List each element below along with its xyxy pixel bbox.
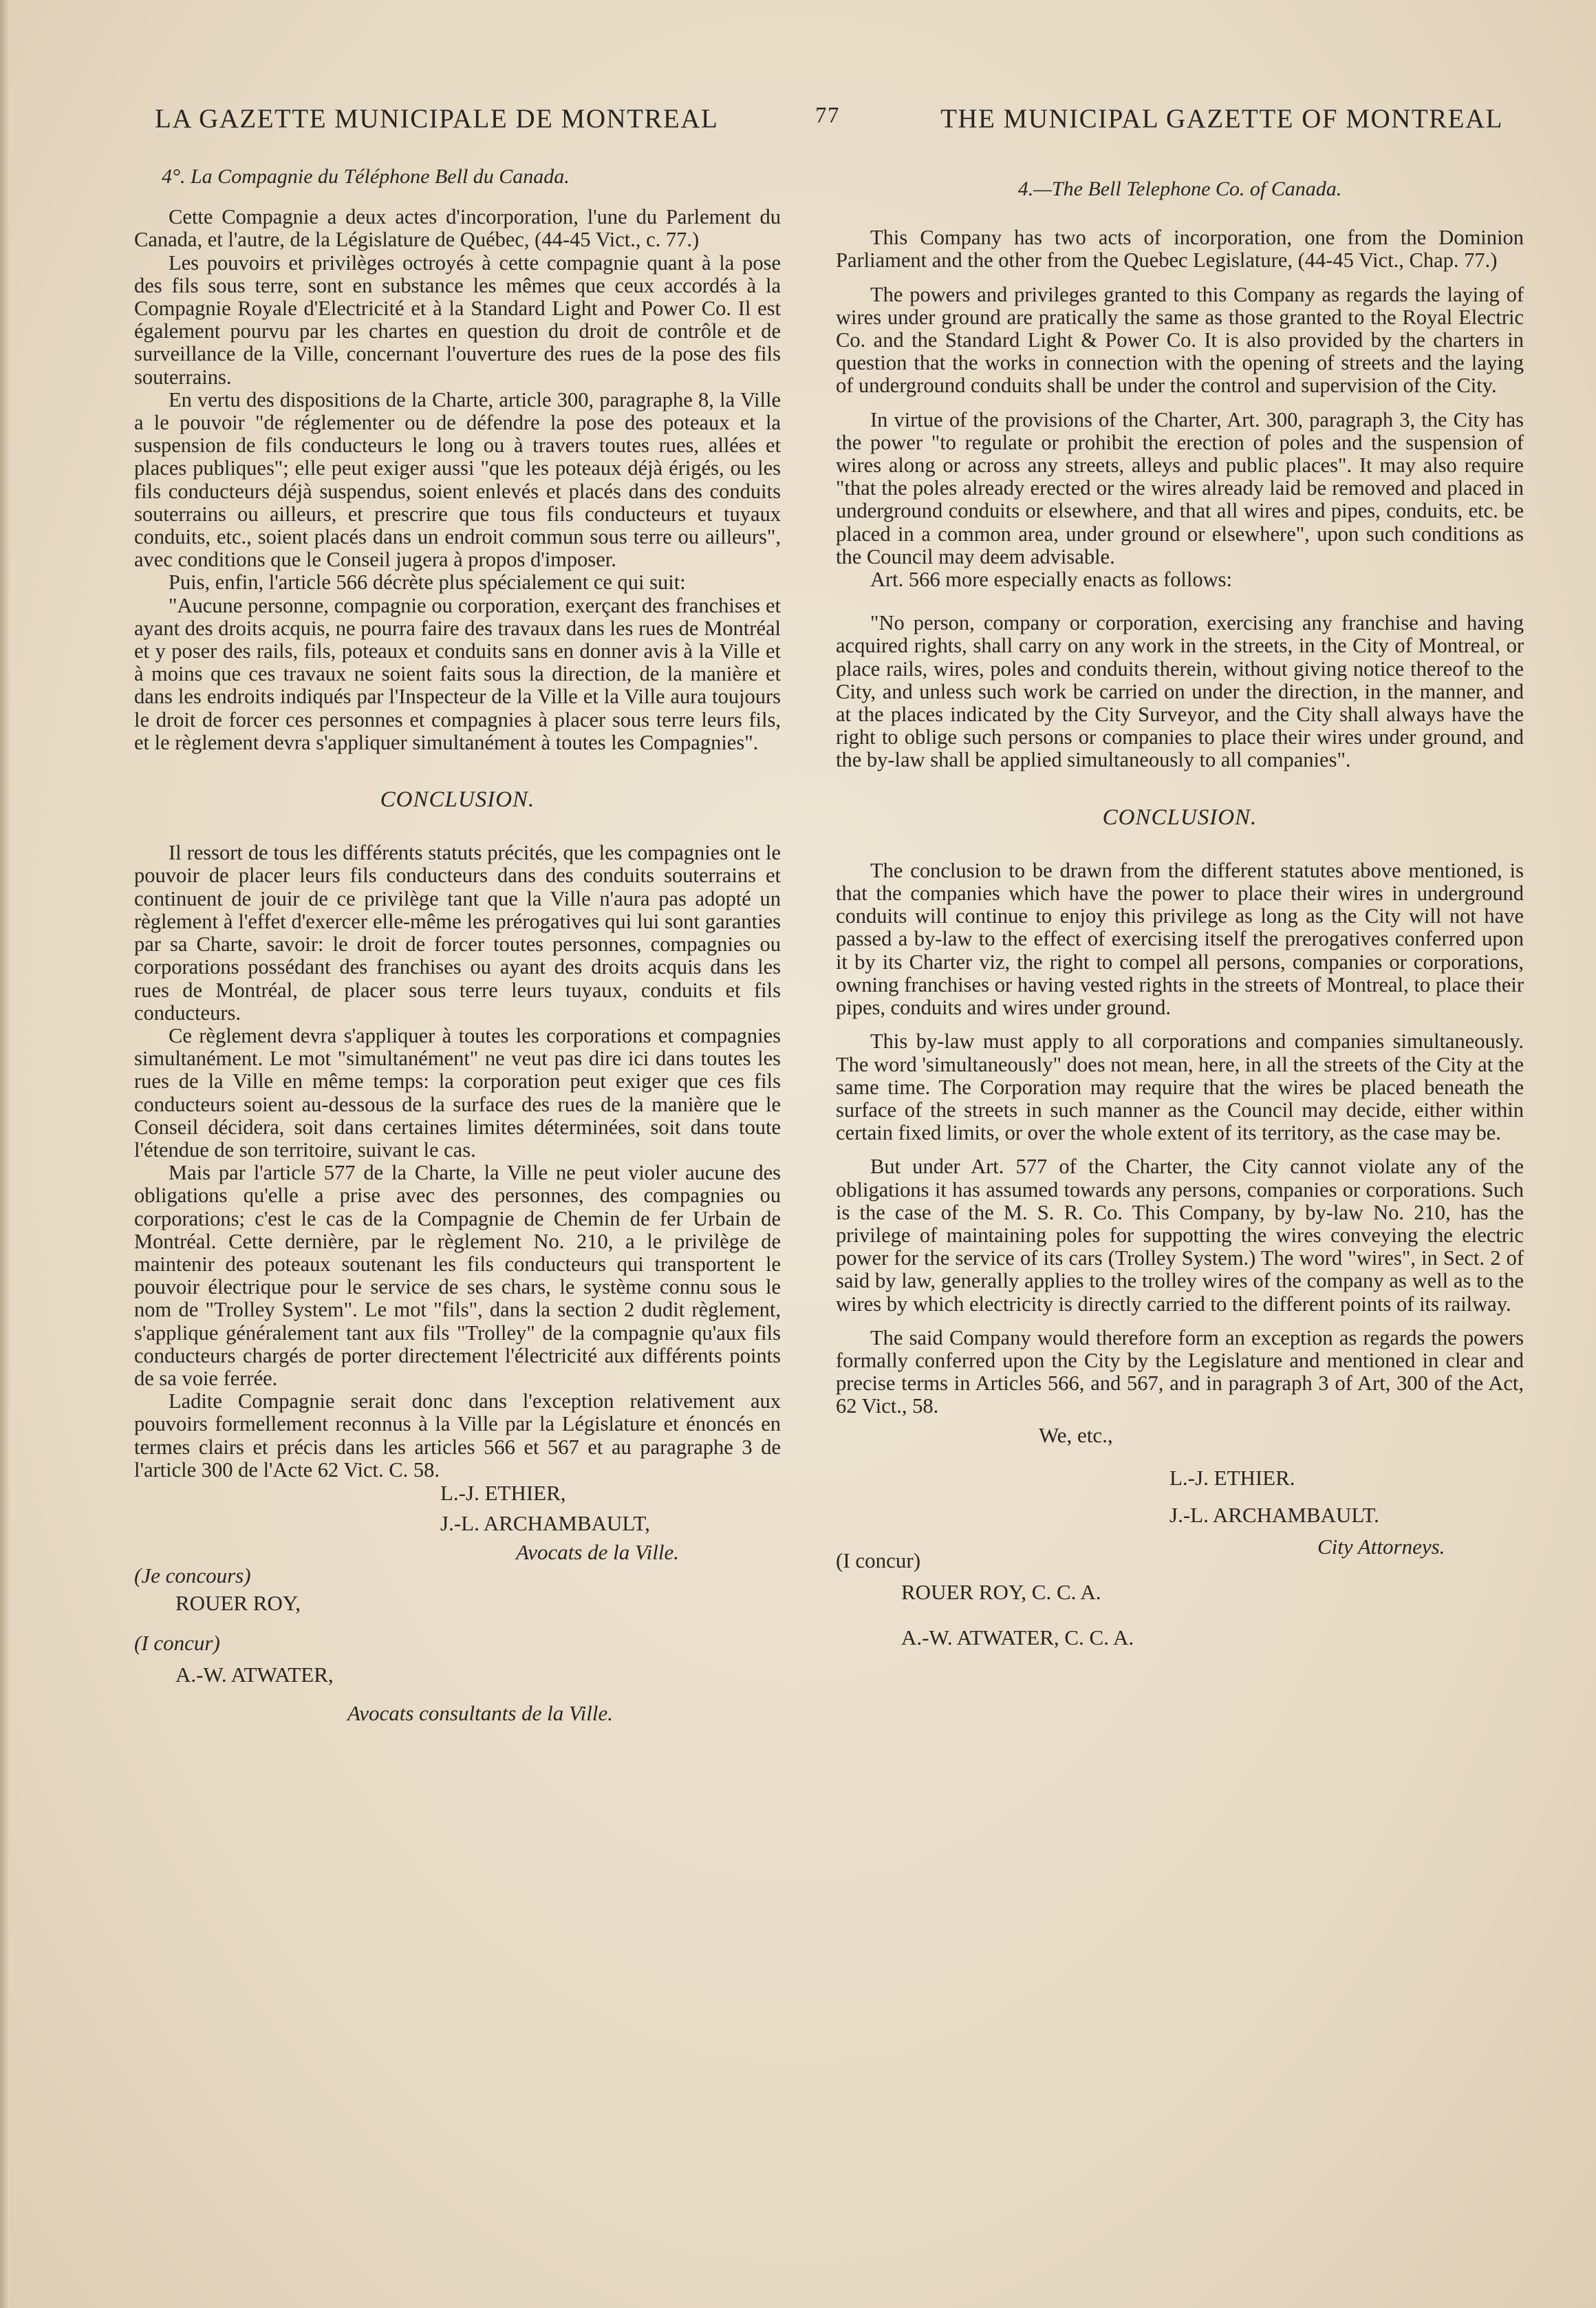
- english-paragraph: The powers and privileges granted to this Company as regards the laying of wires under ground are pratically the same as those granted to the Royal Electric Co. and the Standard Light & Power Co. It is also provided by the charters in question that the works in connection with the opening of streets and the laying of underground conduits shall be under the control and supervision of the City.: [836, 282, 1524, 398]
- english-signature-title: City Attorneys.: [1317, 1534, 1445, 1559]
- english-conclusion-heading: CONCLUSION.: [1102, 804, 1258, 830]
- french-conclusion-paragraph: Ce règlement devra s'appliquer à toutes les corporations et compagnies simultanément. Le mot "simultanément" ne veut pas dire ici dans toutes les rues de la Ville en même temps: la corporation peut exiger que ces fils conducteurs soient au-dessous de la surface des rues de la manière que le Conseil décidera, soit dans certaines limites déterminées, soit dans toute l'étendue de son territoire, suivant le cas.: [134, 1023, 781, 1162]
- page-header: [155, 103, 1503, 145]
- french-conclusion-heading: CONCLUSION.: [380, 787, 535, 813]
- english-conclusion-paragraph: But under Art. 577 of the Charter, the City cannot violate any of the obligations it has assumed towards any persons, companies or corporations. Such is the case of the M. S. R. Co. This Company, by by-law No. 210, has the privilege of maintaining poles for suppotting the wires conveying the electric power for the service of its cars (Trolley System.) The word "wires", in Sect. 2 of said by law, generally applies to the trolley wires of the company as well as to the wires by which electricity is directly carried to the different points of its railway.: [836, 1155, 1524, 1316]
- english-signature-roy: ROUER ROY, C. C. A.: [901, 1579, 1101, 1604]
- french-signature-atwater: A.-W. ATWATER,: [175, 1662, 334, 1687]
- french-paragraph: Cette Compagnie a deux actes d'incorporation, l'une du Parlement du Canada, et l'autre, de la Législature de Québec, (44-45 Vict., c. 77.): [134, 205, 781, 252]
- page-binding-edge: [0, 0, 10, 2308]
- french-quote-text: "Aucune personne, compagnie ou corporation, exerçant des franchises et ayant des droits acquis, ne pourra faire des travaux dans les rues de Montréal et y poser des rails, fils, poteaux et conduits sans en donner avis à la Ville et à moins que ces travaux ne soient faits sous la direction, de la manière et dans les endroits indiqués par l'Inspecteur de la Ville et la Ville aura toujours le droit de forcer ces personnes et compagnies à placer sous terre leurs fils, et le règlement devra s'appliquer simultanément à toutes les Compagnies".: [134, 593, 781, 754]
- french-paragraph: Puis, enfin, l'article 566 décrète plus spécialement ce qui suit:: [169, 570, 686, 595]
- french-signature-archambault: J.-L. ARCHAMBAULT,: [440, 1510, 650, 1535]
- french-column: [134, 160, 781, 1729]
- english-paragraph: Art. 566 more especially enacts as follows:: [870, 568, 1232, 592]
- french-paragraph: En vertu des dispositions de la Charte, article 300, paragraphe 8, la Ville a le pouvoir "de réglementer ou de défendre la pose des poteaux et la suspension de fils conducteurs le long ou à travers toutes rues, allées et places publiques"; elle peut exiger aussi "que les poteaux déjà érigés, ou les fils conducteurs déjà suspendus, soient enlevés et placés dans des conduits souterrains ou ailleurs, et prescrire que tous fils conducteurs et tuyaux conduits, etc., soient placés dans un endroit commun sous terre ou ailleurs", avec conditions que le Conseil jugera à propos d'imposer.: [134, 387, 781, 572]
- english-column: [836, 160, 1524, 1666]
- french-section-title: 4°. La Compagnie du Téléphone Bell du Canada.: [162, 165, 570, 188]
- header-french-title: LA GAZETTE MUNICIPALE DE MONTREAL: [155, 104, 719, 133]
- english-signature-block: [836, 1418, 1524, 1666]
- french-paragraph: Les pouvoirs et privilèges octroyés à cette compagnie quant à la pose des fils sous terre, sont en substance les mêmes que ceux accordés à la Compagnie Royale d'Electricité et à la Standard Light and Power Co. Il est également pourvu par les chartes en question du droit de contrôle et de surveillance de la Ville, concernant l'ouverture des rues de la pose des fils souterrains.: [134, 250, 781, 389]
- english-closing: We, etc.,: [1039, 1422, 1113, 1447]
- english-signature-ethier: L.-J. ETHIER.: [1169, 1465, 1295, 1490]
- english-conclusion-paragraph: The conclusion to be drawn from the different statutes above mentioned, is that the companies which have the power to place their wires in underground conduits will continue to enjoy this privilege as long as the City will not have passed a by-law to the effect of exercising itself the prerogatives conferred upon it by its Charter viz, the right to compel all persons, companies or corporations, owning franchises or having vested rights in the streets of Montreal, to place their pipes, conduits and wires under ground.: [836, 858, 1524, 1020]
- english-conclusion-paragraph: The said Company would therefore form an exception as regards the powers formally conferred upon the City by the Legislature and mentioned in clear and precise terms in Articles 566, and 567, and in paragraph 3 of Art, 300 of the Act, 62 Vict., 58.: [836, 1325, 1524, 1418]
- french-conclusion-paragraph: Il ressort de tous les différents statuts précités, que les compagnies ont le pouvoir de placer leurs fils conducteurs dans des conduits souterrains et continuent de jouir de ce privilège tant que la Ville n'aura pas adopté un règlement à l'effet d'exercer elle-même les prérogatives qui lui sont garanties par sa Charte, savoir: le droit de forcer toutes personnes, compagnies ou corporations possédant des franchises ou ayant des droits acquis dans les rues de Montréal, de placer sous terre leurs tuyaux, conduits et fils conducteurs.: [134, 841, 781, 1025]
- french-quote: [134, 595, 781, 754]
- french-signature-title-2: Avocats consultants de la Ville.: [347, 1700, 614, 1725]
- english-signature-atwater: A.-W. ATWATER, C. C. A.: [901, 1625, 1134, 1649]
- english-quote-text: "No person, company or corporation, exercising any franchise and having acquired rights, shall carry on any work in the streets, in the City of Montreal, or place rails, wires, poles and conduits therein, without giving notice thereof to the City, and unless such work be carried on under the direction, in the manner, and at the places indicated by the City Surveyor, and the City shall always have the right to oblige such persons or companies to place their wires under ground, and the by-law shall be applied simultaneously to all companies".: [836, 611, 1524, 772]
- english-section-title: 4.—The Bell Telephone Co. of Canada.: [1017, 178, 1342, 200]
- english-quote: [836, 612, 1524, 771]
- english-concur-note: (I concur): [836, 1548, 921, 1572]
- french-concur-note: (Je concours): [134, 1563, 251, 1588]
- french-concur-note-2: (I concur): [134, 1630, 220, 1655]
- english-paragraph: In virtue of the provisions of the Charter, Art. 300, paragraph 3, the City has the power "to regulate or prohibit the erection of poles and the suspension of wires along or across any streets, alleys and public places". It may also require "that the poles already erected or the wires already laid be removed and placed in underground conduits or elsewhere, and that all wires and pipes, conduits, etc. be placed in a common area, under ground or elsewhere", upon such conditions as the Council may deem advisable.: [836, 407, 1524, 568]
- french-conclusion-paragraph: Ladite Compagnie serait donc dans l'exception relativement aux pouvoirs formellement reconnus à la Ville par la Législature et énoncés en termes clairs et précis dans les articles 566 et 567 et au paragraphe 3 de l'article 300 de l'Acte 62 Vict. C. 58.: [134, 1389, 781, 1482]
- french-signature-title: Avocats de la Ville.: [516, 1539, 680, 1564]
- french-signature-ethier: L.-J. ETHIER,: [440, 1480, 566, 1505]
- french-conclusion-paragraph: Mais par l'article 577 de la Charte, la Ville ne peut violer aucune des obligations qu'elle a prise avec des personnes, des compagnies ou corporations; c'est le cas de la Compagnie de Chemin de fer Urbain de Montréal. Cette dernière, par le règlement No. 210, a le privilège de maintenir des poteaux soutenant les fils conducteurs qui transportent le pouvoir électrique pour le service de ses chars, le système connu sous le nom de "Trolley System". Le mot "fils", dans la section 2 dudit règlement, s'applique généralement tant aux fils "Trolley" de la compagnie qu'aux fils conducteurs chargés de porter directement l'électricité aux différents points de sa voie ferrée.: [134, 1161, 781, 1390]
- french-signature-block: [134, 1482, 781, 1729]
- french-signature-roy: ROUER ROY,: [175, 1590, 301, 1615]
- header-english-title: THE MUNICIPAL GAZETTE OF MONTREAL: [940, 104, 1503, 133]
- english-signature-archambault: J.-L. ARCHAMBAULT.: [1169, 1502, 1379, 1527]
- page-number: 77: [815, 103, 840, 128]
- english-paragraph: This Company has two acts of incorporation, one from the Dominion Parliament and the other from the Quebec Legislature, (44-45 Vict., Chap. 77.): [836, 226, 1524, 273]
- english-conclusion-paragraph: This by-law must apply to all corporations and companies simultaneously. The word 'simultaneously" does not mean, here, in all the streets of the City at the same time. The Corporation may require that the wires be placed beneath the surface of the streets in such manner as the Council may decide, either within certain fixed limits, or over the whole extent of its territory, as the case may be.: [836, 1029, 1524, 1145]
